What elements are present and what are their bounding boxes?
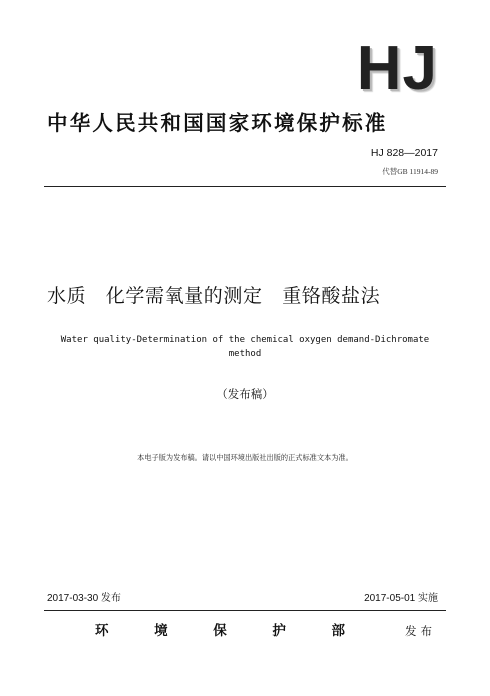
publish-label: 发布 xyxy=(405,624,436,638)
document-title-cn: 水质 化学需氧量的测定 重铬酸盐法 xyxy=(47,285,381,307)
document-title-en: Water quality-Determination of the chemical oxygen demand-Dichromate method xyxy=(60,335,430,359)
draft-label: （发布稿） xyxy=(216,387,274,401)
effective-date: 2017-05-01 实施 xyxy=(364,593,438,604)
standard-name: 中华人民共和国国家环境保护标准 xyxy=(47,111,388,135)
hj-logo: HJ xyxy=(356,34,438,103)
bottom-divider xyxy=(44,610,446,611)
standard-number: HJ 828—2017 xyxy=(370,147,438,159)
replaces-standard: 代替GB 11914-89 xyxy=(382,167,438,176)
ministry-char: 环 xyxy=(95,623,109,639)
edition-notice: 本电子版为发布稿。请以中国环境出版社出版的正式标准文本为准。 xyxy=(137,453,353,462)
ministry-char: 部 xyxy=(331,623,345,639)
issue-date: 2017-03-30 发布 xyxy=(47,593,121,604)
ministry-char: 护 xyxy=(272,623,286,639)
ministry-char: 境 xyxy=(154,623,168,639)
top-divider xyxy=(44,186,446,187)
issuing-ministry xyxy=(95,622,345,640)
ministry-char: 保 xyxy=(213,623,227,639)
